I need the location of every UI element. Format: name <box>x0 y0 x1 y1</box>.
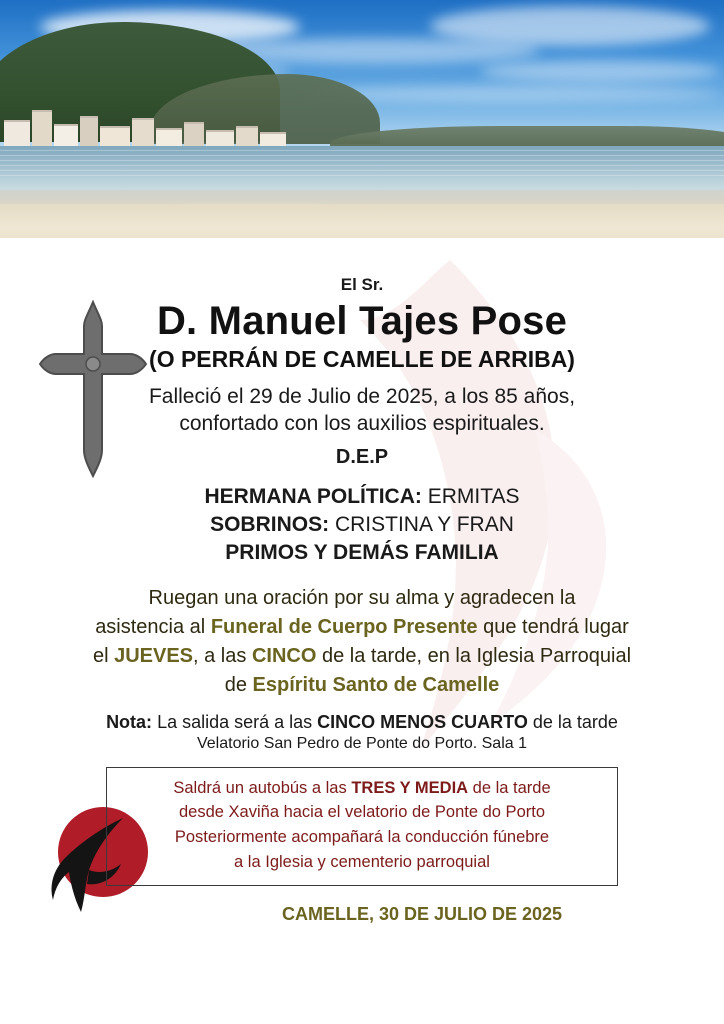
bus-line-3: Posteriormente acompañará la conducción fúnebre <box>174 828 550 847</box>
village-buildings <box>0 96 300 152</box>
family-label: HERMANA POLÍTICA: <box>204 484 422 508</box>
family-row <box>0 539 724 567</box>
family-value: CRISTINA Y FRAN <box>334 512 514 536</box>
place-and-date: CAMELLE, 30 DE JULIO DE 2025 <box>281 903 563 924</box>
prayer-line-4 <box>42 671 682 700</box>
prayer-seg: que tendrá lugar <box>477 615 629 638</box>
note-text-a: La salida será a las <box>157 711 318 732</box>
death-line-2: confortado con los auxilios espirituales. <box>179 412 545 436</box>
prayer-seg: de la tarde, en la Iglesia Parroquial <box>316 644 632 667</box>
family-row <box>0 511 724 539</box>
deceased-alias: (O PERRÁN DE CAMELLE DE ARRIBA) <box>149 346 575 372</box>
family-label: PRIMOS Y DEMÁS FAMILIA <box>225 541 499 565</box>
note-label: Nota: <box>106 711 153 732</box>
cloud <box>430 6 710 46</box>
wake-location: Velatorio San Pedro de Ponte do Porto. Sala 1 <box>196 734 527 752</box>
prayer-seg: asistencia al <box>95 615 211 638</box>
funeral-day: JUEVES <box>114 644 194 667</box>
cloud <box>480 60 720 82</box>
bus-seg: de la tarde <box>468 778 551 797</box>
funeral-type: Funeral de Cuerpo Presente <box>210 615 478 638</box>
prayer-seg: , a las <box>193 644 252 667</box>
family-label: SOBRINOS: <box>210 512 330 536</box>
distant-coastline <box>330 126 724 148</box>
death-line-1: Falleció el 29 de Julio de 2025, a los 85 años, <box>148 385 576 408</box>
bus-line-2: desde Xaviña hacia el velatorio de Ponte do Porto <box>179 803 545 822</box>
prayer-line-1: Ruegan una oración por su alma y agradecen la <box>148 586 576 609</box>
family-value: ERMITAS <box>427 484 520 508</box>
deceased-name: D. Manuel Tajes Pose <box>156 299 568 343</box>
prayer-seg: de <box>224 673 253 696</box>
funeral-time: CINCO <box>251 644 317 667</box>
prayer-line-3 <box>42 642 682 671</box>
water-shimmer <box>0 150 724 180</box>
departure-note <box>0 712 724 733</box>
bus-time: TRES Y MEDIA <box>351 778 469 797</box>
church-name: Espíritu Santo de Camelle <box>252 673 500 696</box>
beach-sand <box>0 204 724 238</box>
prayer-text <box>42 584 682 700</box>
bus-line-4: a la Iglesia y cementerio parroquial <box>234 852 490 871</box>
family-list <box>0 483 724 568</box>
death-details <box>0 383 724 438</box>
bus-seg: Saldrá un autobús a las <box>173 778 352 797</box>
departure-time: CINCO MENOS CUARTO <box>317 711 528 732</box>
family-row <box>0 483 724 511</box>
header-photo <box>0 0 724 238</box>
prayer-seg: el <box>92 644 115 667</box>
bus-info-box <box>106 767 618 886</box>
note-text-b: de la tarde <box>527 711 618 732</box>
bus-line-1 <box>117 776 607 801</box>
dep-text: D.E.P <box>335 445 389 468</box>
prayer-line-2 <box>42 613 682 642</box>
obituary-content <box>0 275 724 943</box>
honorific: El Sr. <box>340 275 384 294</box>
